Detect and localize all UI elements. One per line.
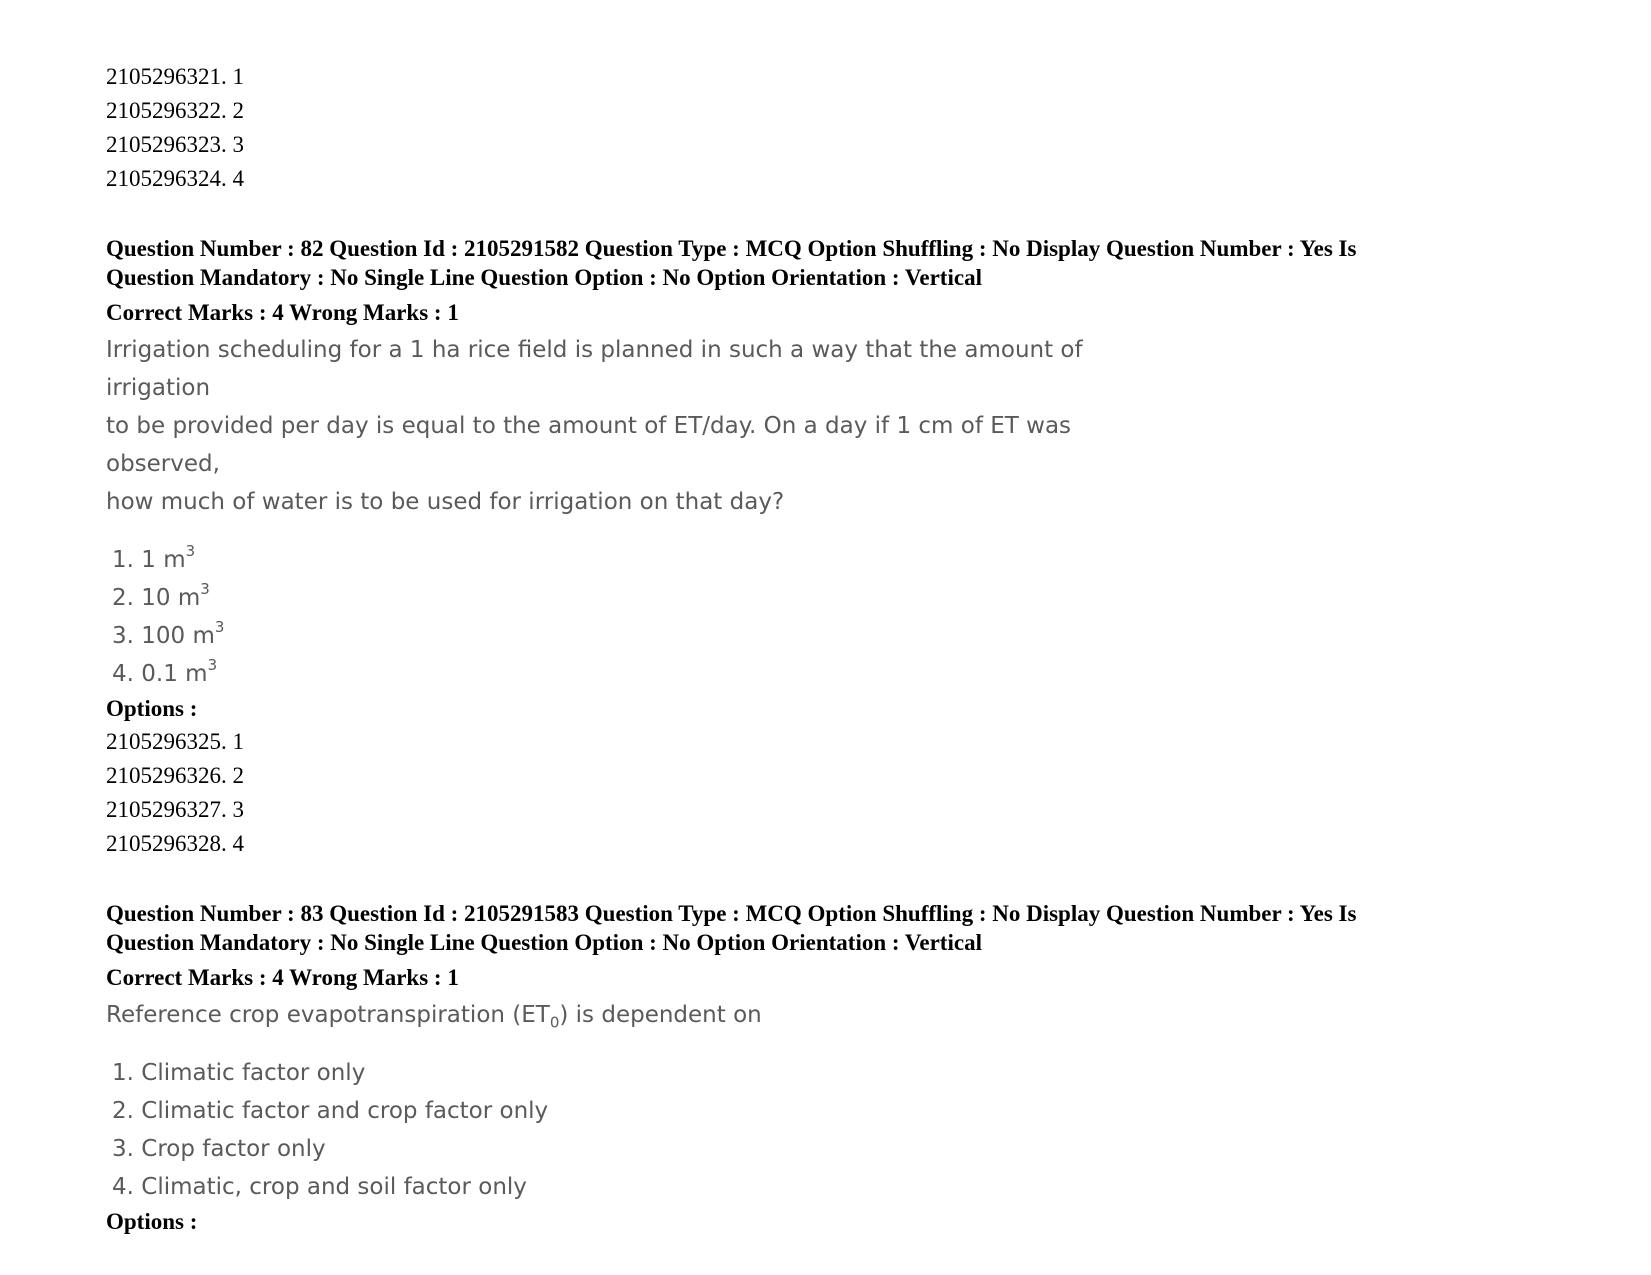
question-text [106,331,1166,521]
question-paper-page [106,60,1546,1238]
answer-choice [112,541,1546,579]
options-heading: Options : [106,696,198,721]
question-text-line: how much of water is to be used for irrigation on that day? [106,489,785,515]
answer-choice: 4. Climatic, crop and soil factor only [112,1174,527,1200]
option-id-line: 2105296325. 1 [106,729,244,754]
question-marks: Correct Marks : 4 Wrong Marks : 1 [106,965,459,990]
answer-choice: 1. Climatic factor only [112,1060,366,1086]
question-text-line: Irrigation scheduling for a 1 ha rice field is planned in such a way that the amount of irrigation [106,337,1083,401]
question-text-part: Reference crop evapotranspiration (ET [106,1002,550,1028]
answer-choice: 2. Climatic factor and crop factor only [112,1098,549,1124]
choice-superscript: 3 [185,542,196,561]
choice-superscript: 3 [214,618,225,637]
choice-superscript: 3 [207,656,218,675]
previous-question-options [106,60,1546,196]
answer-choices [106,1054,1546,1206]
question-text-subscript: 0 [549,1013,560,1032]
question-83-block [106,899,1546,1238]
option-id-line: 2105296326. 2 [106,763,244,788]
option-id-line: 2105296328. 4 [106,831,244,856]
question-meta-line-1: Question Number : 83 Question Id : 2105291583 Question Type : MCQ Option Shuffling : No Display Question Number : Yes Is [106,901,1357,926]
choice-superscript: 3 [200,580,210,599]
answer-choices [106,541,1546,693]
choice-label: 2. 10 m [112,585,201,611]
spacer [106,861,1546,899]
answer-choice [112,579,1546,617]
question-meta-line-2: Question Mandatory : No Single Line Question Option : No Option Orientation : Vertical [106,930,982,955]
question-text [106,996,1166,1034]
spacer [106,1034,1546,1054]
option-id-line: 2105296327. 3 [106,797,244,822]
question-text-part: ) is dependent on [559,1002,762,1028]
question-meta-line-1: Question Number : 82 Question Id : 2105291582 Question Type : MCQ Option Shuffling : No Display Question Number : Yes Is [106,236,1357,261]
question-82-block [106,234,1546,861]
answer-choice [112,617,1546,655]
options-heading: Options : [106,1209,198,1234]
option-id-line: 2105296324. 4 [106,166,244,191]
answer-choice [112,655,1546,693]
question-marks: Correct Marks : 4 Wrong Marks : 1 [106,300,459,325]
answer-choice: 3. Crop factor only [112,1136,326,1162]
spacer [106,196,1546,234]
option-id-line: 2105296323. 3 [106,132,244,157]
choice-label: 4. 0.1 m [112,661,208,687]
choice-label: 1. 1 m [112,547,186,573]
spacer [106,521,1546,541]
option-id-line: 2105296322. 2 [106,98,244,123]
choice-label: 3. 100 m [112,623,215,649]
question-text-line: to be provided per day is equal to the amount of ET/day. On a day if 1 cm of ET was observed, [106,413,1072,477]
question-meta-line-2: Question Mandatory : No Single Line Question Option : No Option Orientation : Vertical [106,265,982,290]
option-id-line: 2105296321. 1 [106,64,244,89]
